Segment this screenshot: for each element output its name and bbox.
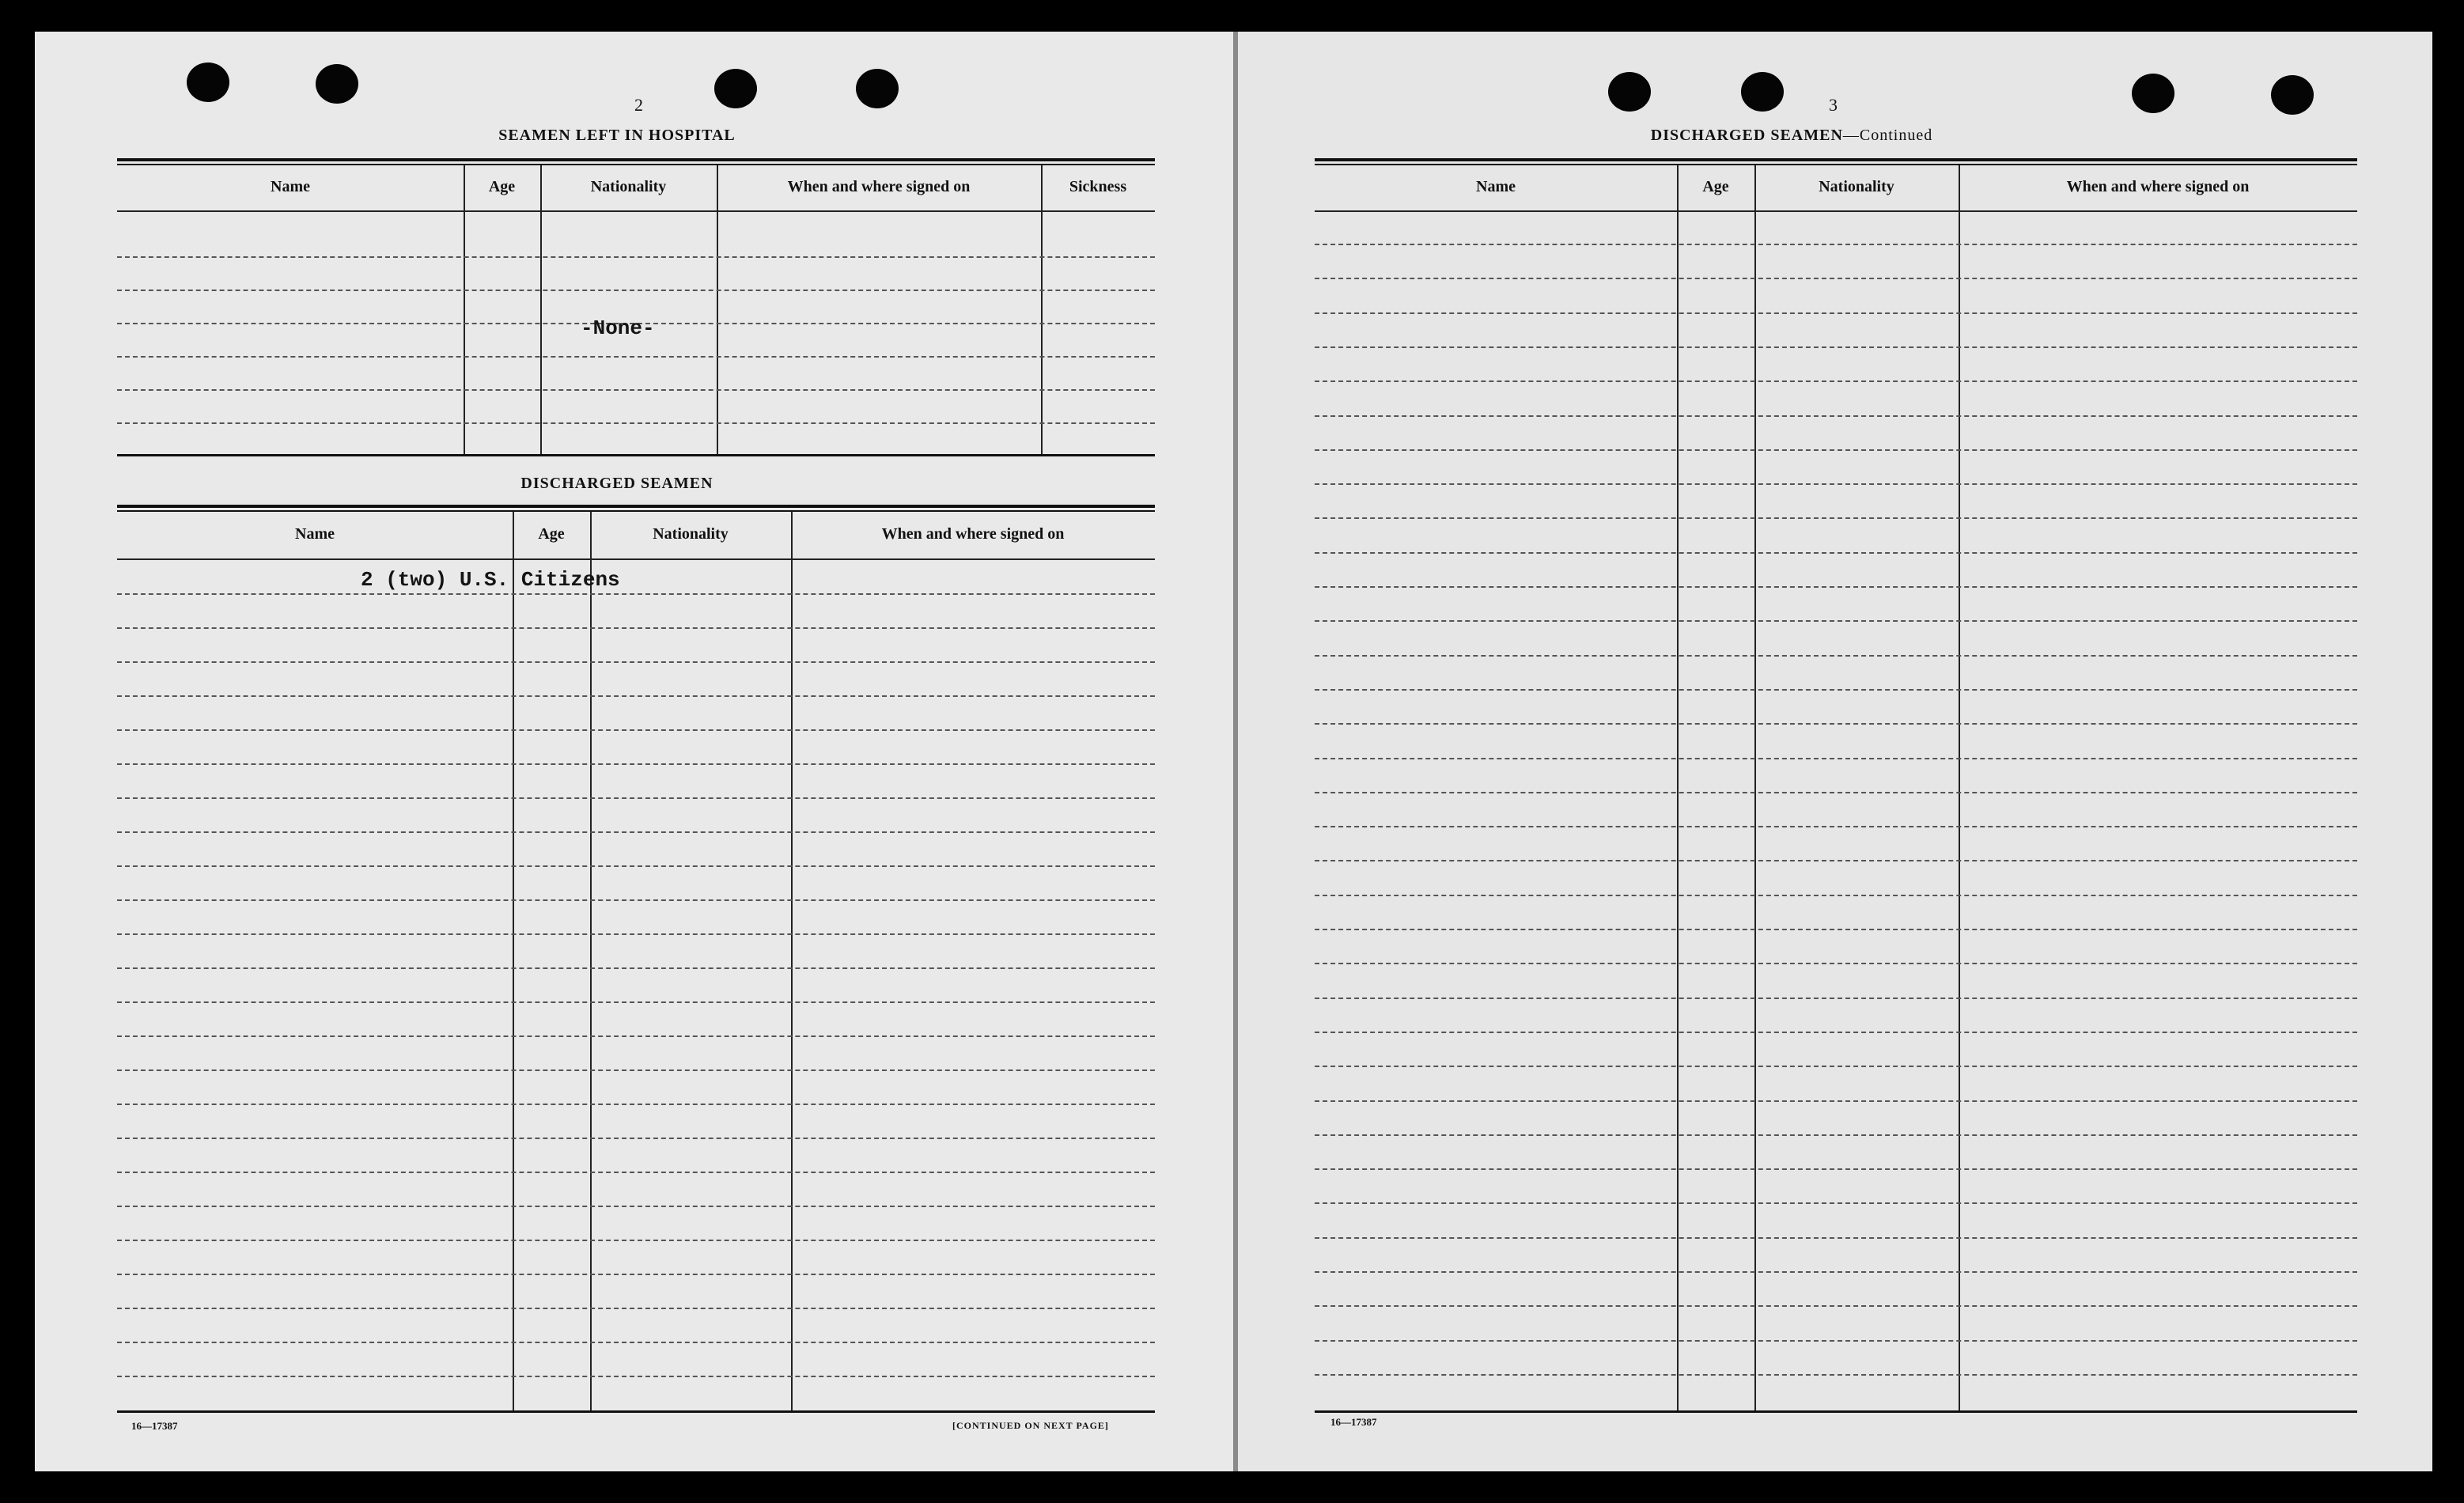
hospital-section-title: SEAMEN LEFT IN HOSPITAL — [498, 127, 736, 144]
ruled-row-line — [117, 1274, 1155, 1275]
column-header-signed-on: When and where signed on — [2066, 178, 2250, 195]
ruled-row-line — [1315, 1202, 2357, 1204]
ruled-row-line — [1315, 346, 2357, 348]
punch-hole — [187, 62, 229, 102]
ruled-row-line — [117, 1104, 1155, 1105]
discharged-continued-title — [1570, 127, 2013, 145]
ruled-row-line — [117, 1138, 1155, 1139]
ruled-row-line — [1315, 1305, 2357, 1307]
column-header-name: Name — [295, 525, 335, 543]
ruled-row-line — [1315, 620, 2357, 622]
ruled-row-line — [1315, 586, 2357, 588]
ruled-row-line — [1315, 552, 2357, 554]
ruled-row-line — [117, 797, 1155, 799]
column-header-sickness: Sickness — [1069, 178, 1127, 195]
column-header-age: Age — [1702, 178, 1729, 195]
ruled-row-line — [117, 865, 1155, 867]
page-number: 3 — [1829, 95, 1838, 115]
column-header-signed-on: When and where signed on — [881, 525, 1065, 543]
ruled-row-line — [117, 1206, 1155, 1207]
title-main: DISCHARGED SEAMEN — [1650, 127, 1843, 144]
ruled-row-line — [117, 1308, 1155, 1309]
ruled-row-line — [117, 1240, 1155, 1241]
ruled-row-line — [1315, 1237, 2357, 1239]
ruled-row-line — [1315, 1340, 2357, 1342]
ruled-row-line — [1315, 1168, 2357, 1170]
punch-hole — [1608, 72, 1651, 112]
ruled-row-line — [117, 1070, 1155, 1071]
punch-hole — [2271, 75, 2314, 115]
ruled-row-line — [117, 1376, 1155, 1377]
ruled-row-line — [1315, 998, 2357, 999]
ruled-row-line — [117, 1001, 1155, 1003]
ruled-row-line — [117, 1035, 1155, 1037]
form-number: 16—17387 — [131, 1420, 178, 1432]
column-header-age: Age — [538, 525, 565, 543]
ruled-row-line — [117, 831, 1155, 833]
ruled-row-line — [1315, 278, 2357, 279]
ruled-row-line — [1315, 895, 2357, 896]
ruled-row-line — [1315, 655, 2357, 657]
ruled-row-line — [1315, 517, 2357, 519]
ruled-row-line — [1315, 1100, 2357, 1102]
ruled-row-line — [1315, 244, 2357, 245]
ruled-row-line — [1315, 792, 2357, 793]
punch-hole — [714, 69, 757, 108]
discharged-table — [117, 505, 1155, 1413]
continued-note: [CONTINUED ON NEXT PAGE] — [952, 1420, 1109, 1431]
left-page — [35, 32, 1233, 1471]
hospital-table — [117, 158, 1155, 456]
punch-hole — [856, 69, 899, 108]
ruled-row-line — [1315, 1134, 2357, 1136]
discharged-section-title: DISCHARGED SEAMEN — [520, 475, 713, 492]
column-header-name: Name — [271, 178, 310, 195]
ruled-row-line — [1315, 963, 2357, 964]
punch-hole — [2132, 74, 2174, 113]
ruled-row-line — [117, 729, 1155, 731]
ruled-row-line — [1315, 312, 2357, 314]
ruled-row-line — [1315, 483, 2357, 485]
ruled-row-line — [117, 1342, 1155, 1343]
punch-hole — [1741, 72, 1784, 112]
ruled-row-line — [1315, 860, 2357, 861]
ruled-row-line — [1315, 380, 2357, 382]
ruled-row-line — [117, 933, 1155, 935]
ruled-row-line — [1315, 1066, 2357, 1067]
ruled-row-line — [117, 593, 1155, 595]
ruled-row-line — [117, 1172, 1155, 1173]
column-header-nationality: Nationality — [590, 178, 667, 195]
column-header-name: Name — [1476, 178, 1516, 195]
page-number: 2 — [634, 95, 643, 115]
ruled-row-line — [117, 695, 1155, 697]
ruled-row-line — [1315, 449, 2357, 451]
punch-hole — [316, 64, 358, 104]
ruled-row-line — [1315, 723, 2357, 725]
ruled-row-line — [117, 627, 1155, 629]
ruled-row-line — [117, 661, 1155, 663]
discharged-entry: 2 (two) U.S. Citizens — [361, 568, 620, 592]
form-number: 16—17387 — [1330, 1416, 1377, 1428]
ruled-row-line — [117, 899, 1155, 901]
ruled-row-line — [1315, 1374, 2357, 1376]
ruled-row-line — [1315, 929, 2357, 930]
title-continued: —Continued — [1842, 127, 1933, 144]
ruled-row-line — [1315, 1271, 2357, 1273]
ruled-row-line — [1315, 415, 2357, 417]
ruled-row-line — [117, 967, 1155, 969]
hospital-entry-none: -None- — [581, 316, 655, 340]
column-header-nationality: Nationality — [653, 525, 729, 543]
ruled-row-line — [1315, 1032, 2357, 1033]
ruled-row-line — [1315, 689, 2357, 691]
ruled-row-line — [1315, 758, 2357, 759]
column-header-signed-on: When and where signed on — [787, 178, 971, 195]
ruled-row-line — [117, 763, 1155, 765]
column-header-nationality: Nationality — [1819, 178, 1894, 195]
right-page — [1238, 32, 2432, 1471]
discharged-continued-table — [1315, 158, 2357, 1413]
column-header-age: Age — [488, 178, 516, 195]
ruled-row-line — [1315, 826, 2357, 827]
